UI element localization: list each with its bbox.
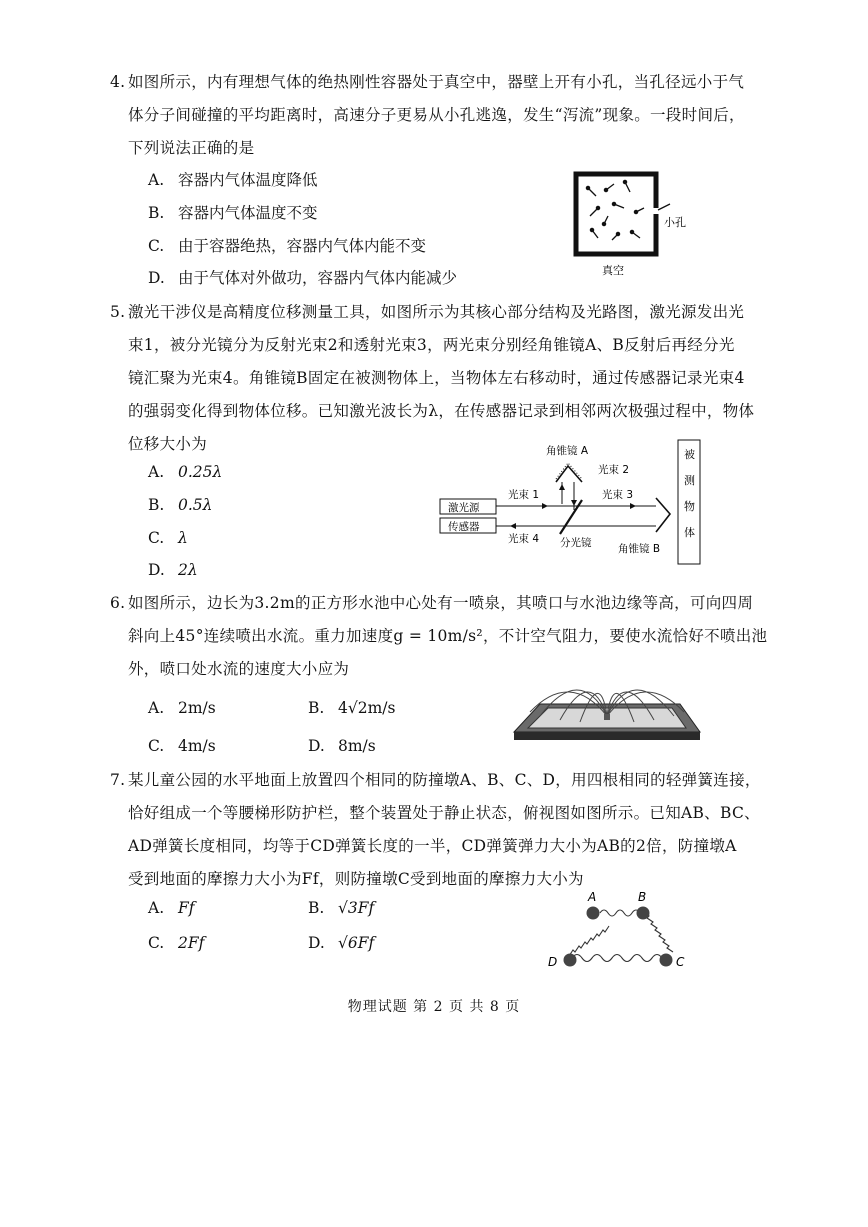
fountain-pool-figure (510, 664, 704, 742)
question-text-line: 体分子间碰撞的平均距离时，高速分子更易从小孔逃逸，发生“泻流”现象。一段时间后， (128, 106, 745, 124)
bollard-c (660, 954, 673, 967)
sensor-label: 传感器 (448, 521, 480, 533)
option-d: D. 由于气体对外做功，容器内气体内能减少 (148, 269, 458, 287)
option-d: D. √6Ff (308, 934, 375, 952)
option-a: A. 2m/s (148, 699, 216, 717)
question-text-line: 斜向上45°连续喷出水流。重力加速度g = 10m/s²，不计空气阻力，要使水流恰好不喷出池 (128, 627, 768, 645)
trapezoid-springs-figure (542, 888, 698, 974)
question-text-line: 如图所示，内有理想气体的绝热刚性容器处于真空中，器壁上开有小孔，当孔径远小于气 (128, 73, 745, 91)
question-5 (110, 296, 755, 461)
mirror-a-label: 角锥镜 A (546, 445, 589, 457)
question-number: 4. (110, 73, 126, 91)
object-char: 物 (684, 500, 695, 513)
question-text-line: 位移大小为 (128, 435, 208, 453)
object-char: 被 (684, 448, 695, 461)
option-c: C. 2Ff (148, 934, 205, 952)
question-text-line: 的强弱变化得到物体位移。已知激光波长为λ，在传感器记录到相邻两次极强过程中，物体 (128, 402, 755, 420)
gas-container-figure (570, 168, 700, 280)
interferometer-figure (434, 438, 714, 568)
beam4-label: 光束 4 (508, 533, 540, 545)
option-b: B. 容器内气体温度不变 (148, 204, 318, 222)
option-c: C. λ (148, 529, 188, 547)
question-text-line: 如图所示，边长为3.2m的正方形水池中心处有一喷泉，其喷口与水池边缘等高，可向四周 (128, 594, 754, 612)
option-a: A. 容器内气体温度降低 (148, 171, 318, 189)
question-number: 7. (110, 771, 126, 789)
object-char: 体 (684, 526, 695, 539)
question-text-line: 受到地面的摩擦力大小为Ff，则防撞墩C受到地面的摩擦力大小为 (128, 870, 584, 888)
vacuum-label: 真空 (602, 264, 624, 277)
option-d: D. 2λ (148, 561, 198, 579)
option-b: B. √3Ff (308, 899, 375, 917)
option-a: A. Ff (148, 899, 195, 917)
option-b: B. 0.5λ (148, 496, 213, 514)
question-text-line: 某儿童公园的水平地面上放置四个相同的防撞墩A、B、C、D，用四根相同的轻弹簧连接， (128, 771, 761, 789)
question-number: 6. (110, 594, 126, 612)
question-7 (110, 764, 761, 896)
question-text-line: AD弹簧长度相同，均等于CD弹簧长度的一半，CD弹簧弹力大小为AB的2倍，防撞墩A (128, 837, 737, 855)
hole-label: 小孔 (664, 216, 686, 229)
beam3-label: 光束 3 (602, 489, 634, 501)
splitter-label: 分光镜 (560, 537, 592, 549)
option-d: D. 8m/s (308, 737, 376, 755)
bollard-a (587, 907, 600, 920)
bollard-b (637, 907, 650, 920)
option-c: C. 4m/s (148, 737, 216, 755)
option-a: A. 0.25λ (148, 463, 223, 481)
beam1-label: 光束 1 (508, 489, 540, 501)
beam2-label: 光束 2 (598, 464, 630, 476)
question-text-line: 镜汇聚为光束4。角锥镜B固定在被测物体上，当物体左右移动时，通过传感器记录光束4 (128, 369, 745, 387)
option-b: B. 4√2m/s (308, 699, 396, 717)
question-text-line: 恰好组成一个等腰梯形防护栏，整个装置处于静止状态，俯视图如图所示。已知AB、BC、 (128, 804, 760, 822)
label-c: C (676, 955, 685, 969)
option-c: C. 由于容器绝热，容器内气体内能不变 (148, 237, 427, 255)
label-a: A (588, 890, 597, 904)
object-char: 测 (684, 474, 695, 487)
question-4 (110, 66, 748, 165)
page-footer: 物理试题 第 2 页 共 8 页 (347, 999, 521, 1015)
question-text-line: 外，喷口处水流的速度大小应为 (128, 660, 350, 678)
mirror-b-label: 角锥镜 B (618, 543, 661, 555)
question-text-line: 束1，被分光镜分为反射光束2和透射光束3，两光束分别经角锥镜A、B反射后再经分光 (128, 336, 735, 354)
label-d: D (548, 955, 558, 969)
question-text-line: 激光干涉仪是高精度位移测量工具，如图所示为其核心部分结构及光路图，激光源发出光 (128, 303, 745, 321)
question-text-line: 下列说法正确的是 (128, 139, 255, 157)
label-b: B (638, 890, 647, 904)
question-number: 5. (110, 303, 126, 321)
laser-label: 激光源 (448, 502, 480, 514)
bollard-d (564, 954, 577, 967)
